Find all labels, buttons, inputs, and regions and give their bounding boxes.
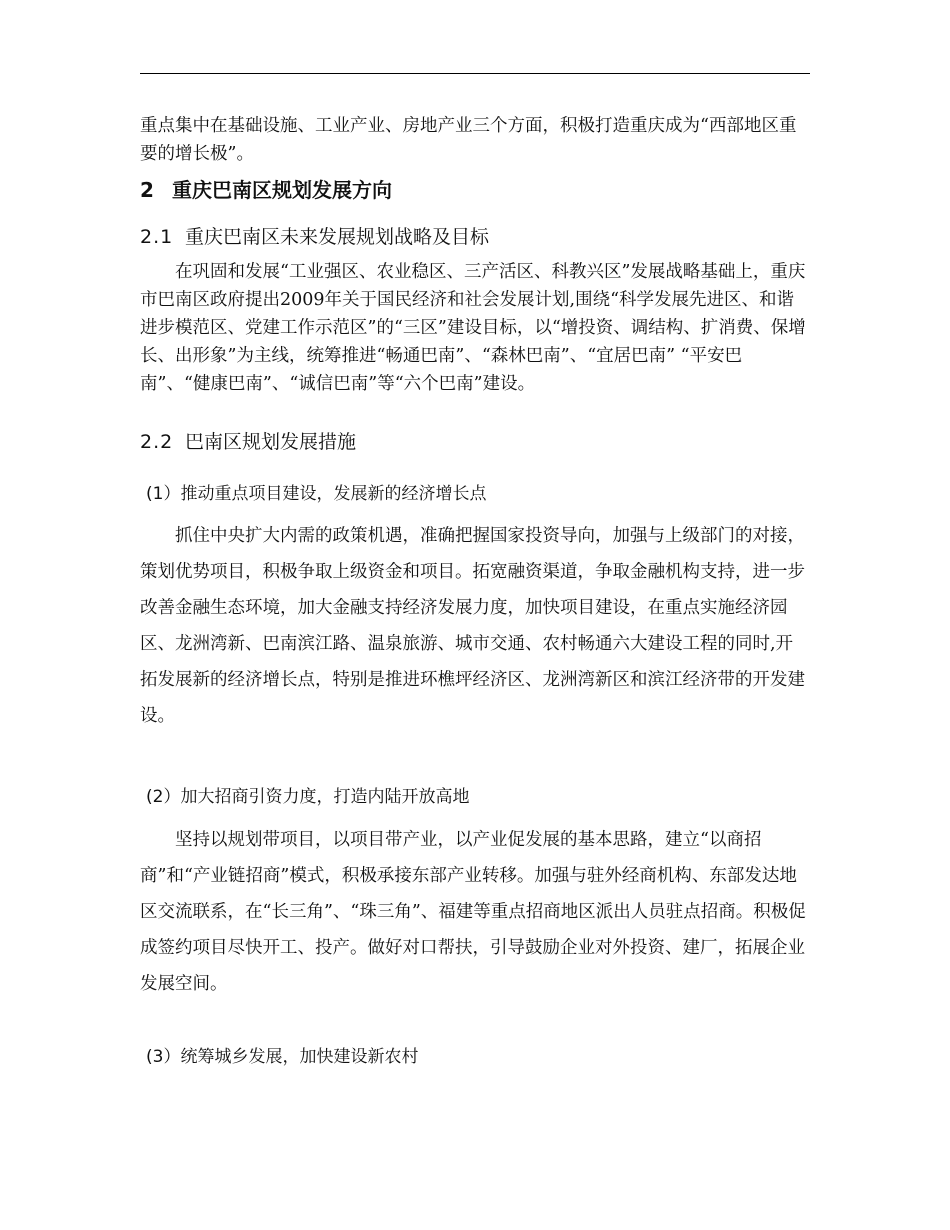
measure-heading-1: (1）推动重点项目建设，发展新的经济增长点 bbox=[146, 484, 487, 504]
section-heading-2 bbox=[140, 176, 392, 204]
subsection-title: 巴南区规划发展措施 bbox=[185, 431, 357, 453]
subsection-number: 2.1 bbox=[140, 226, 174, 248]
section-title: 重庆巴南区规划发展方向 bbox=[172, 178, 392, 202]
section-heading-2-2 bbox=[140, 428, 356, 456]
header-rule bbox=[140, 73, 810, 74]
subsection-number: 2.2 bbox=[140, 431, 174, 453]
measure-heading-3: (3）统筹城乡发展，加快建设新农村 bbox=[146, 1047, 419, 1067]
strategy-paragraph: 在巩固和发展“工业强区、农业稳区、三产活区、科教兴区”发展战略基础上，重庆市巴南区政府提出2009年关于国民经济和社会发展计划,围绕“科学发展先进区、和谐进步模范区、党建工作示范区”的“三区”建设目标，以“增投资、调结构、扩消费、保增长、出形象”为主线，统筹推进“畅通巴南”、“森林巴南”、“宜居巴南” “平安巴南”、“健康巴南”、“诚信巴南”等“六个巴南”建设。 bbox=[140, 262, 806, 394]
section-heading-2-1 bbox=[140, 223, 489, 251]
measure-paragraph-2: 坚持以规划带项目，以项目带产业，以产业促发展的基本思路，建立“以商招商”和“产业链招商”模式，积极承接东部产业转移。加强与驻外经商机构、东部发达地区交流联系，在“长三角”、“珠三角”、福建等重点招商地区派出人员驻点招商。积极促成签约项目尽快开工、投产。做好对口帮扶，引导鼓励企业对外投资、建厂，拓展企业发展空间。 bbox=[140, 830, 806, 994]
subsection-title: 重庆巴南区未来发展规划战略及目标 bbox=[185, 226, 490, 248]
intro-paragraph: 重点集中在基础设施、工业产业、房地产业三个方面，积极打造重庆成为“西部地区重要的增长极”。 bbox=[140, 116, 797, 164]
measure-paragraph-1: 抓住中央扩大内需的政策机遇，准确把握国家投资导向，加强与上级部门的对接，策划优势项目，积极争取上级资金和项目。拓宽融资渠道，争取金融机构支持，进一步改善金融生态环境，加大金融支持经济发展力度，加快项目建设，在重点实施经济园区、龙洲湾新、巴南滨江路、温泉旅游、城市交通、农村畅通六大建设工程的同时,开拓发展新的经济增长点，特别是推进环樵坪经济区、龙洲湾新区和滨江经济带的开发建设。 bbox=[140, 526, 805, 726]
section-number: 2 bbox=[140, 178, 154, 202]
measure-heading-2: (2）加大招商引资力度，打造内陆开放高地 bbox=[146, 787, 470, 807]
